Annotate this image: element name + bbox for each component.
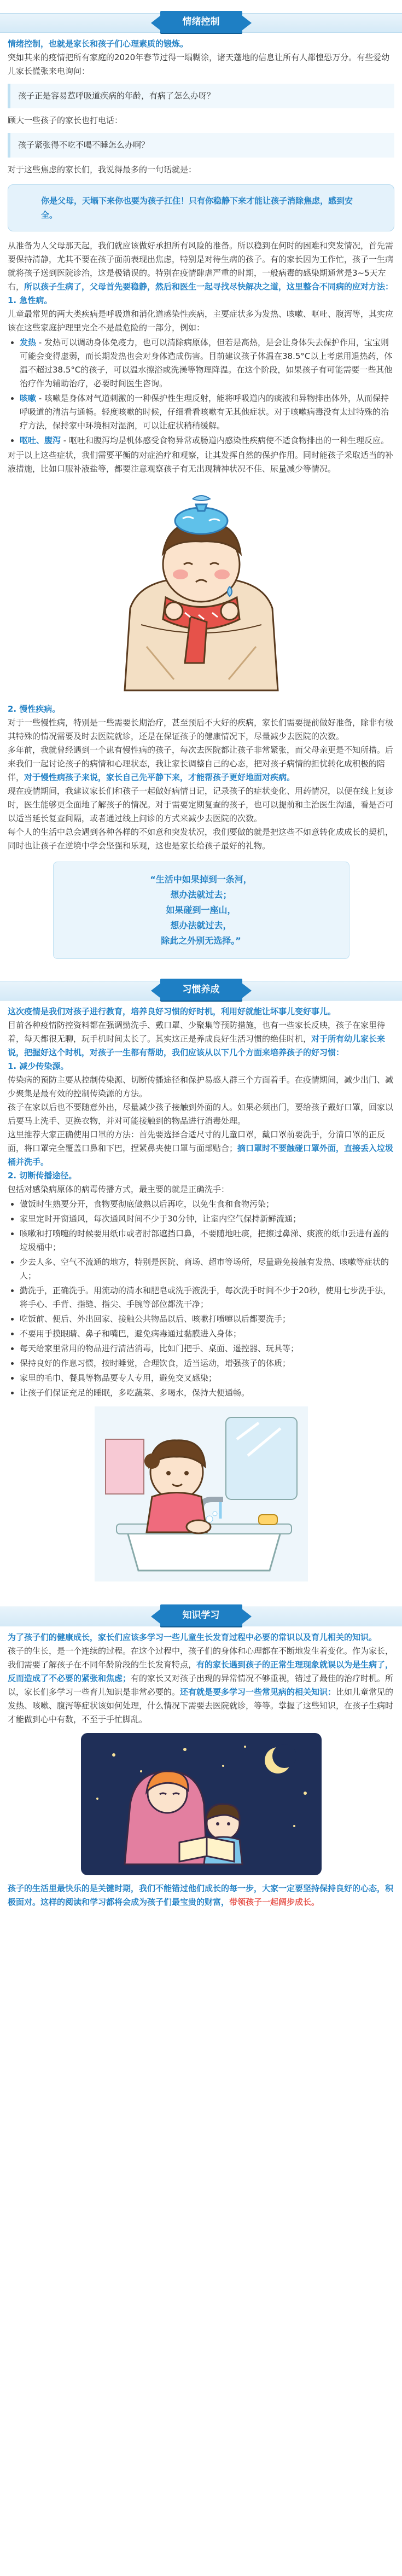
bedtime-reading-illustration (81, 1733, 322, 1875)
ribbon-left (151, 983, 161, 998)
ribbon-right (242, 15, 252, 31)
list-item: • 发热 - 发热可以调动身体免疫力，也可以清除病原体，但若是高热，是会让身体失去保护作用，宝宝则可能会变得虚弱，而长期发热也会对身体造成伤害。目前建议孩子体温在38.5°C以上考虑用退热药，体温不超过38.5°C的孩子，可以温水擦浴或洗澡等物理降温。在这个阶段，如果孩子有可能需要一些其他治疗作为辅助治疗，必要时间医生咨询。 (20, 336, 394, 391)
handwashing-illustration (84, 1406, 319, 1587)
section-header-knowledge (0, 1600, 402, 1626)
list-item: • 不要用手摸眼睛、鼻子和嘴巴，避免病毒通过黏膜进入身体； (20, 1327, 394, 1341)
route-intro: 包括对感染病原体的病毒传播方式，最主要的就是正确洗手： (8, 1184, 230, 1194)
intro-bold: 这次疫情是我们对孩子进行教育，培养良好习惯的好时机，利用好就能让坏事儿变好事儿。 (8, 1007, 336, 1016)
ribbon-left (151, 15, 161, 31)
quote-poem (53, 862, 349, 959)
after-bullets: 对于以上这些症状，我们需要平衡的对症治疗和观察，让其发挥自然的保护作用。同时能孩子采取适当的补液措施，比如口服补液盐等，都要注意观察孩子有无出现精神状况不佳、尿量减少等情况。 (8, 450, 394, 474)
parent-quote-1: 孩子正是容易惹呼吸道疾病的年龄，有病了怎么办呀？ (8, 84, 394, 108)
list-item: • 勤洗手，正确洗手。用流动的清水和肥皂或洗手液洗手，每次洗手时间不少于20秒，使用七步洗手法，将手心、手背、指缝、指尖、手腕等部位都洗干净； (20, 1284, 394, 1311)
source-p1: 传染病的预防主要从控制传染源、切断传播途径和保护易感人群三个方面着手。在疫情期间，减少出门、减少聚集是最有效的控制传染源的方法。 (8, 1075, 394, 1098)
list-item: • 吃饭前、便后、外出回家、接触公共物品以后、咳嗽打喷嚏以后都要洗手； (20, 1312, 394, 1326)
chronic-p3: 现在疫情期间，我建议家长们和孩子一起做好病情日记，记录孩子的症状变化、用药情况，以便在线上复诊时，医生能够更全面地了解孩子的情况。对于需要定期复查的孩子，也可以提前和主治医生沟通，看是否可以适当延长复查间隔，或者通过线上问诊的方式来减少去医院的次数。 (8, 786, 394, 823)
habit-list (8, 1197, 394, 1400)
list-item: • 呕吐、腹泻 - 呕吐和腹泻均是机体感受食物异常或肠道内感染性疾病使不适食物排出的一种生理反应。 (20, 434, 394, 447)
section-header-habits (0, 974, 402, 1001)
list-item: • 做饭时生熟要分开，食物要彻底做熟以后再吃，以免生食和食物污染； (20, 1197, 394, 1211)
list-item: • 每天给家里常用的物品进行清洁消毒，比如门把手、桌面、遥控器、玩具等； (20, 1342, 394, 1356)
list-item: • 咳嗽和打喷嚏的时候要用纸巾或者肘部遮挡口鼻，不要随地吐痰，把擦过鼻涕、痰液的纸巾丢进有盖的垃圾桶中； (20, 1227, 394, 1254)
callout-text: 你是父母，天塌下来你也要为孩子扛住！只有你稳静下来才能让孩子消除焦虑，感到安全。 (41, 196, 353, 220)
chronic-p4: 每个人的生活中总会遇到各种各样的不如意和突发状况，我们要做的就是把这些不如意转化成成长的契机，同时也让孩子在逆境中学会坚强和乐观，这也是家长给孩子最好的礼物。 (8, 827, 394, 851)
transition-text: 顾大一些孩子的家长也打电话： (8, 115, 123, 125)
poem-line: 想办法就过去， (170, 920, 232, 931)
symptom-list (8, 336, 394, 447)
list-item: • 家里的毛巾、餐具等物品要专人专用，避免交叉感染； (20, 1371, 394, 1385)
section-title: 习惯养成 (160, 979, 242, 1001)
key-message-callout (8, 184, 394, 231)
list-item: • 少去人多、空气不流通的地方，特别是医院、商场、超市等场所，尽量避免接触有发热、咳嗽等症状的人； (20, 1255, 394, 1283)
chronic-p1: 对于一些慢性病，特别是一些需要长期治疗，甚至预后不大好的疾病，家长们需要提前做好准备，除非有极其特殊的情况需要及时去医院就诊，还是在保证孩子的健康情况下，尽量减少去医院的次数。 (8, 718, 394, 741)
source-p2: 孩子在家以后也不要随意外出，尽量减少孩子接触到外面的人。如果必须出门，要给孩子戴好口罩，回家以后要马上洗手、更换衣物，并对可能接触到的物品进行消毒处理。 (8, 1102, 394, 1126)
intro-text: 突如其来的疫情把所有家庭的2020年春节过得一塌糊涂，诸天蓬地的信息让所有人都惶恐万分。有些爱幼儿家长慌张来电询问： (8, 53, 390, 76)
poem-line: 如果碰到一座山， (166, 905, 236, 915)
intro-text: 孩子的生长，是一个连续的过程。在这个过程中，孩子们的身体和心理都在不断地发生着变化。作为家长，我们需要了解孩子在不同年龄阶段的生长发育特点，有的家长遇到孩子的正常生理现象就误以为是生病了，反而造成了不必要的紧张和焦虑；有的家长又对孩子出现的异常情况不够重视，错过了最佳的治疗时机。所以，家长们多学习一些育儿知识是非常必要的。还有就是要多学习一些常见病的相关知识：比如儿童常见的发热、咳嗽、腹泻等症状该如何处理，什么情况下需要去医院就诊，等等。掌握了这些知识，在孩子生病时才能做到心中有数，不至于手忙脚乱。 (8, 1646, 394, 1724)
subhead-source: 1. 减少传染源。 (8, 1061, 69, 1071)
poem-line: “生活中如果掉到一条河， (150, 874, 252, 885)
section-header-emotion (0, 7, 402, 33)
sick-child-illustration (108, 482, 294, 696)
section-title: 情绪控制 (160, 11, 242, 33)
chronic-p2: 多年前，我就曾经遇到一个患有慢性病的孩子，每次去医院都让孩子非常紧张，而父母亲更是不知所措。后来我们一起讨论孩子的病情和心理状态，我让家长调整自己的心态，把对孩子病情的担忧转化成积极的陪伴，对于慢性病孩子来说，家长自己先平静下来，才能帮孩子更好地面对疾病。 (8, 745, 394, 782)
list-item: • 家里定时开窗通风，每次通风时间不少于30分钟，让室内空气保持新鲜流通； (20, 1212, 394, 1226)
parent-quote-2: 孩子紧张得不吃不喝不睡怎么办啊？ (8, 133, 394, 158)
subhead-acute: 1. 急性病。 (8, 295, 53, 305)
reply-intro: 对于这些焦虑的家长们，我说得最多的一句话就是： (8, 165, 197, 175)
intro-text: 目前各种疫情防控资料都在强调勤洗手、戴口罩、少聚集等预防措施，也有一些家长反映，孩子在家里待着，每天都很无聊，玩手机时间太长了。其实这正是养成良好生活习惯的绝佳时机，对于所有幼儿家长来说，把握好这个时机，对孩子一生都有帮助，我们应该从以下几个方面来培养孩子的好习惯： (8, 1020, 386, 1057)
subhead-chronic: 2. 慢性疾病。 (8, 704, 61, 714)
subhead-route: 2. 切断传播途径。 (8, 1171, 77, 1181)
closing-text: 孩子的生活里最快乐的是关键时期，我们不能错过他们成长的每一步，大家一定要坚持保持良好的心态，积极面对。这样的阅读和学习都将会成为孩子们最宝贵的财富，带领孩子一起阔步成长。 (8, 1883, 394, 1907)
acute-intro: 儿童最常见的两大类疾病是呼吸道和消化道感染性疾病，主要症状多为发热、咳嗽、呕吐、腹泻等，其实应该在这些家庭护理里完全不是最危险的一部分，例如： (8, 309, 394, 333)
ribbon-right (242, 983, 252, 998)
poem-line: 想办法就过去； (170, 889, 232, 900)
ribbon-right (242, 1609, 252, 1624)
poem-line: 除此之外别无选择。” (161, 935, 241, 946)
list-item: • 让孩子们保证充足的睡眠，多吃蔬菜、多喝水，保持大便通畅。 (20, 1386, 394, 1400)
list-item: • 保持良好的作息习惯，按时睡觉，合理饮食，适当运动，增强孩子的体质； (20, 1357, 394, 1370)
intro-bold: 情绪控制，也就是家长和孩子们心理素质的锻炼。 (8, 39, 189, 49)
para-stay-home: 从准备为人父母那天起，我们就应该做好承担所有风险的准备。所以稳到在何时的困难和突发情况，首先需要保持清静，尤其不要在孩子面前表现出焦虑，特别是对待生病的孩子。有的家长因为工作忙，孩子一生病就将孩子送到医院诊治，这是极错误的。特别在疫情肆虐严重的时期，一般病毒的感染期通常是3~5天左右，所以孩子生病了，父母首先要稳静，然后和医生一起寻找尽快解决之道，这里整合不同病的应对方法： (8, 241, 394, 292)
ribbon-left (151, 1609, 161, 1624)
section-title: 知识学习 (160, 1604, 242, 1626)
list-item: • 咳嗽 - 咳嗽是身体对气道刺激的一种保护性生理反射，能将呼吸道内的痰液和异物排出体外，从而保持呼吸道的清洁与通畅。轻度咳嗽的时候，仔细看看咳嗽有无其他症状。对于咳嗽病毒没有太过特殊的治疗方法，保持家中环境相对湿润，可以让症状稍稍缓解。 (20, 392, 394, 433)
source-p3: 这里推荐大家正确使用口罩的方法：首先要选择合适尺寸的儿童口罩，戴口罩前要洗手，分清口罩的正反面，将口罩完全覆盖口鼻和下巴，捏紧鼻夹使口罩与面部贴合；摘口罩时不要触碰口罩外面，直接丢入垃圾桶并洗手。 (8, 1130, 394, 1167)
intro-bold: 为了孩子们的健康成长，家长们应该多学习一些儿童生长发育过程中必要的常识以及育儿相关的知识。 (8, 1632, 377, 1642)
